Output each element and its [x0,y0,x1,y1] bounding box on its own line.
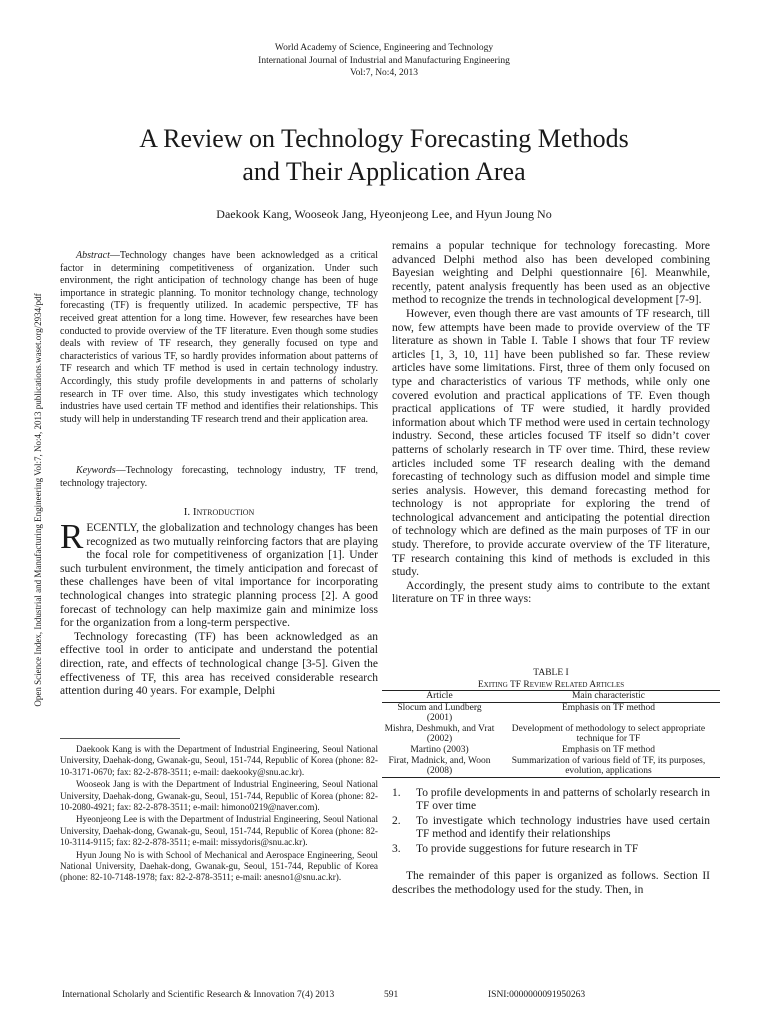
introduction-body [60,517,378,699]
drop-cap: R [60,517,84,556]
intro-paragraph-2: Technology forecasting (TF) has been acknowledged as an effective tool in order to anticipate and understand the potential direction, rate, and effects of technological change [3-5]. Given the effectiveness of TF, this area has received considerable research attention during 40 years. For example, Delphi [60,630,378,698]
paper-title-line2: and Their Application Area [242,157,526,186]
table-cell: Emphasis on TF method [561,744,655,755]
journal-header-line2: International Journal of Industrial and Manufacturing Engineering [258,55,510,66]
table-row [382,756,720,778]
table-header-article: Article [382,691,497,703]
right-column-closing [392,870,710,897]
list-item-number: 3. [392,842,401,855]
footnote-author-3: Hyeonjeong Lee is with the Department of Industrial Engineering, Seoul National University, Daehak-dong, Gwanak-gu, Seoul, 151-744, Republic of Korea (phone: 82-10-3114-9115; fax: 82-2-878-3511; e-mail: missydoris@snu.ac.kr). [60,814,378,848]
table-header-characteristic: Main characteristic [497,691,720,703]
abstract-dash: — [109,250,120,261]
table-header-row [382,691,720,703]
table-row [382,724,720,745]
journal-header-line1: World Academy of Science, Engineering and Technology [274,43,494,53]
table-cell: Martino (2003) [410,744,469,755]
list-item-number: 1. [392,787,401,799]
footnote-author-1: Daekook Kang is with the Department of Industrial Engineering, Seoul National University, Daehak-dong, Gwanak-gu, Seoul, 151-744, Republic of Korea (phone: 82-10-3171-0670; fax: 82-2-878-3511; e-mail: daekooky@snu.ac.kr). [60,744,378,777]
section-title: Introduction [192,506,255,518]
keywords [60,465,378,490]
list-item-text: To profile developments in and patterns of scholarly research in TF over time [416,787,710,813]
paper-title [60,122,708,188]
intro-paragraph-1-text: ECENTLY, the globalization and technology changes has been recognized as two mutually reinforcing factors that are playing the focal role for competitiveness of organization [1]. Under such turbulent environment, the timely anticipation and forecast of these challenges have been of vital importance for incorporating technological changes into strategic planning process [2]. A good forecast of technology can help maximize gain and minimize loss for the organization from a long-term perspective. [60,522,378,630]
right-column-body [392,240,710,607]
table-title: Exiting TF Review Related Articles [477,679,625,690]
table-cell: Slocum and Lundberg (2001) [397,702,482,724]
table-cell: Emphasis on TF method [561,702,655,713]
abstract [60,250,378,426]
section-number: I. [183,506,191,518]
list-item-text: To provide suggestions for future research in TF [416,842,639,855]
abstract-text: Technology changes have been acknowledged as a critical factor in determining competitiveness of organization. Under such environment, the right anticipation of technology change has been of huge importance in strategic planning. To monitor technology change, technology forecasting (TF) is frequently utilized. In academic perspective, TF has received great attention for a long time. However, few researches have been conducted to provide overview of the TF literature. Even though some studies deals with review of TF research, they generally focused on type and characteristics of various TF, so hardly provides information about patterns of TF research and which TF method is used in certain technology industry. Accordingly, this study profile developments in and patterns of scholarly research in TF over time. Also, this study investigates which technology industries have used certain TF method and identifies their relationships. This study will help in understanding TF research trend and their application area. [60,250,378,425]
sidebar-index-text: Open Science Index, Industrial and Manufacturing Engineering Vol:7, No:4, 2013 publications.waset.org/2934/pdf [33,293,43,707]
table-cell: Summarization of various field of TF, its purposes, evolution, applications [497,756,720,778]
table-row [382,745,720,756]
table-cell: Development of methodology to select appropriate technique for TF [511,723,706,745]
author-footnotes [60,744,378,885]
footnote-author-2: Wooseok Jang is with the Department of Industrial Engineering, Seoul National University, Daehak-dong, Gwanak-gu, Seoul, 151-744, Republic of Korea (phone: 82-10-2080-4921; fax: 82-2-878-3511; e-mail: himono0219@naver.com). [60,779,378,813]
table-cell: Firat, Madnick, and, Woon (2008) [382,756,497,778]
footnote-rule [60,738,180,739]
right-closing-paragraph: The remainder of this paper is organized as follows. Section II describes the methodology used for the study. Then, in [392,870,710,896]
review-articles-table [382,690,720,778]
intro-paragraph-1 [60,517,378,631]
right-paragraph-1: remains a popular technique for technology forecasting. More advanced Delphi method also has been developed combining Bayesian weighting and Delphi questionnaire [6]. Meanwhile, recently, patent analysis frequently has been used as an objective method to recognize the trends in technological development [7-9]. [392,240,710,307]
abstract-label: Abstract [76,250,110,261]
footer-page-number: 591 [384,990,399,1000]
keywords-dash: — [115,465,126,476]
list-item [392,787,710,814]
list-item [392,815,710,842]
right-paragraph-3: Accordingly, the present study aims to contribute to the extant literature on TF in three ways: [392,579,710,606]
list-item-number: 2. [392,814,401,827]
list-item [392,843,710,856]
list-item-text: To investigate which technology industries have used certain TF method and identify their relationships [416,814,710,841]
table-row [382,702,720,724]
paper-title-line1: A Review on Technology Forecasting Methods [139,124,629,153]
table-cell: Mishra, Deshmukh, and Vrat (2002) [384,723,495,745]
right-paragraph-2: However, even though there are vast amounts of TF research, till now, few attempts have been made to provide overview of the TF literature as shown in Table I. Table I shows that four TF review articles [1, 3, 10, 11] have been published so far. These review articles have some limitations. First, three of them only focused on type and characteristics of various TF methods, while only one covered evolution and practical applications of TF. Even though practical applications of TF were studied, it hardly provided information about which TF method were used in certain technology industry. Second, these articles focused TF itself so didn’t cover patterns of scholarly research in TF over time. Third, these review articles included some TF research dealing with the demand forecasting of technology such as diffusion model and simple time series analysis. However, this demand forecasting method for technology is not appropriate for exploring the trend of technological advancement and anticipating the potential direction of technology which are defined as the main purposes of TF in our study. Therefore, to provide accurate overview of the TF literature, TF research containing this kind of methods is excluded in this study. [392,307,710,579]
footnote-author-4: Hyun Joung No is with School of Mechanical and Aerospace Engineering, Seoul National University, Daehak-dong, Gwanak-gu, Seoul, 151-744, Republic of Korea (phone: 82-10-7148-1978; fax: 82-2-878-3511; e-mail: anesno1@snu.ac.kr). [60,849,378,883]
footer-journal: International Scholarly and Scientific Research & Innovation 7(4) 2013 [62,990,335,1000]
keywords-label: Keywords [76,465,116,476]
aims-list [392,787,710,857]
authors: Daekook Kang, Wooseok Jang, Hyeonjeong Lee, and Hyun Joung No [216,207,552,221]
footer-isni: ISNI:0000000091950263 [488,990,586,1000]
keywords-text: Technology forecasting, technology industry, TF trend, technology trajectory. [60,465,378,489]
journal-header-line3: Vol:7, No:4, 2013 [350,68,418,78]
section-heading-introduction [60,506,378,518]
table-label: TABLE I [533,668,569,678]
table-caption [392,668,710,691]
journal-header [0,42,768,80]
